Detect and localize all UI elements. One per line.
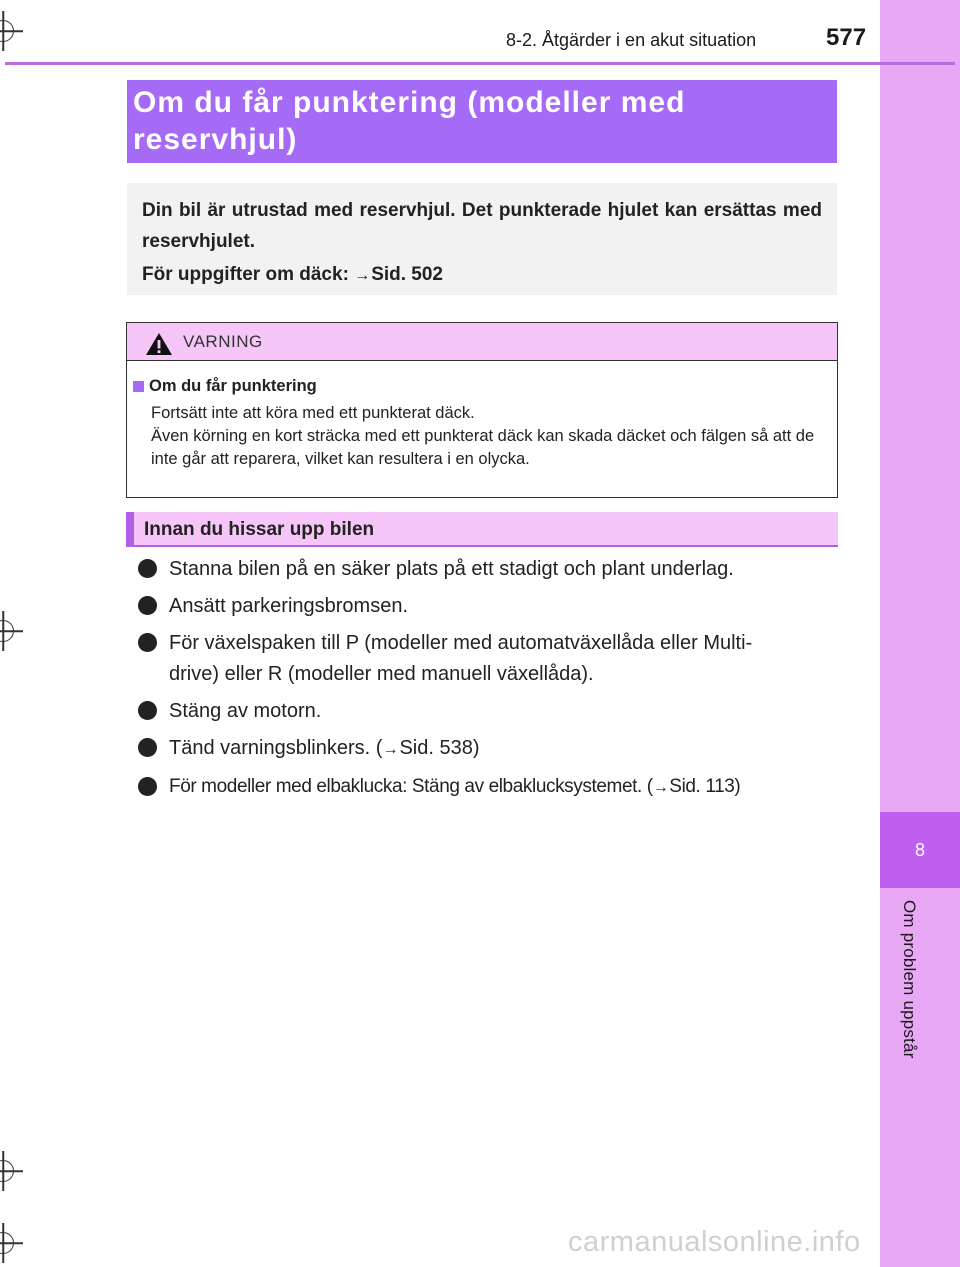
intro-ref-link[interactable]: Sid. 502 bbox=[371, 264, 444, 285]
list-item bbox=[138, 628, 838, 658]
section-heading: Innan du hissar upp bilen bbox=[126, 512, 838, 547]
list-item bbox=[138, 696, 838, 726]
arrow-right-icon: → bbox=[652, 779, 669, 796]
warning-line-1: Fortsätt inte att köra med ett punkterat däck. bbox=[151, 404, 475, 422]
arrow-right-icon: → bbox=[354, 267, 371, 284]
bullet-text: Stanna bilen på en säker plats på ett stadigt och plant underlag. bbox=[169, 558, 734, 580]
warning-line-2: Även körning en kort sträcka med ett punkterat däck kan skada däcket och fälgen så att de inte går att reparera, vilket kan resultera i en olycka. bbox=[151, 427, 815, 468]
crop-mark-bottom-left bbox=[0, 1232, 14, 1254]
warning-box bbox=[126, 322, 838, 498]
chapter-number: 8 bbox=[914, 839, 925, 860]
bullet-text: Ansätt parkeringsbromsen. bbox=[169, 595, 409, 617]
arrow-right-icon: → bbox=[382, 741, 399, 758]
bullet-dot-icon bbox=[138, 701, 157, 720]
square-bullet-icon bbox=[133, 381, 144, 392]
page-ref-link[interactable]: Sid. 113) bbox=[669, 776, 741, 797]
list-item bbox=[138, 733, 838, 765]
page-title-box bbox=[127, 80, 837, 163]
intro-reference bbox=[142, 263, 822, 288]
warning-body bbox=[127, 361, 837, 471]
list-item bbox=[138, 591, 838, 621]
intro-ref-prefix: För uppgifter om däck: bbox=[142, 264, 355, 285]
bullet-dot-icon bbox=[138, 633, 157, 652]
watermark: carmanualsonline.info bbox=[568, 1226, 861, 1258]
bullet-list bbox=[138, 554, 838, 810]
bullet-text: För växelspaken till P (modeller med automatväxellåda eller Multi- bbox=[169, 632, 753, 654]
crop-mark-top-left bbox=[0, 20, 14, 42]
warning-subheading-row bbox=[133, 377, 825, 396]
warning-subheading: Om du får punktering bbox=[149, 377, 317, 395]
page-title-line-2: reservhjul) bbox=[133, 123, 298, 156]
bullet-dot-icon bbox=[138, 596, 157, 615]
crop-mark-low-left bbox=[0, 1160, 14, 1182]
list-item bbox=[138, 772, 838, 803]
chapter-title-vertical: Om problem uppstår bbox=[900, 900, 919, 1059]
warning-triangle-icon bbox=[145, 332, 173, 356]
header-divider bbox=[5, 62, 955, 65]
bullet-text bbox=[169, 772, 740, 803]
page-ref-link[interactable]: Sid. 538) bbox=[399, 737, 480, 759]
bullet-dot-icon bbox=[138, 738, 157, 757]
intro-box bbox=[127, 183, 837, 295]
bullet-text-continuation: drive) eller R (modeller med manuell växellåda). bbox=[169, 663, 594, 685]
intro-text: Din bil är utrustad med reservhjul. Det punkterade hjulet kan ersättas med reservhjulet. bbox=[142, 200, 822, 252]
list-item bbox=[138, 554, 838, 584]
warning-header bbox=[127, 323, 837, 361]
chapter-number-tab[interactable] bbox=[880, 812, 960, 888]
bullet-text-main: Tänd varningsblinkers. ( bbox=[169, 737, 383, 759]
page-number: 577 bbox=[826, 24, 867, 51]
bullet-text bbox=[169, 733, 480, 765]
crop-mark-mid-left bbox=[0, 620, 14, 642]
bullet-dot-icon bbox=[138, 559, 157, 578]
warning-heading: VARNING bbox=[183, 332, 263, 351]
bullet-dot-icon bbox=[138, 777, 157, 796]
bullet-text-main: För modeller med elbaklucka: Stäng av elbaklucksystemet. ( bbox=[169, 776, 653, 797]
bullet-text: Stäng av motorn. bbox=[169, 700, 322, 722]
header-section-title: 8-2. Åtgärder i en akut situation bbox=[506, 30, 757, 50]
page-title-line-1: Om du får punktering (modeller med bbox=[133, 86, 686, 119]
